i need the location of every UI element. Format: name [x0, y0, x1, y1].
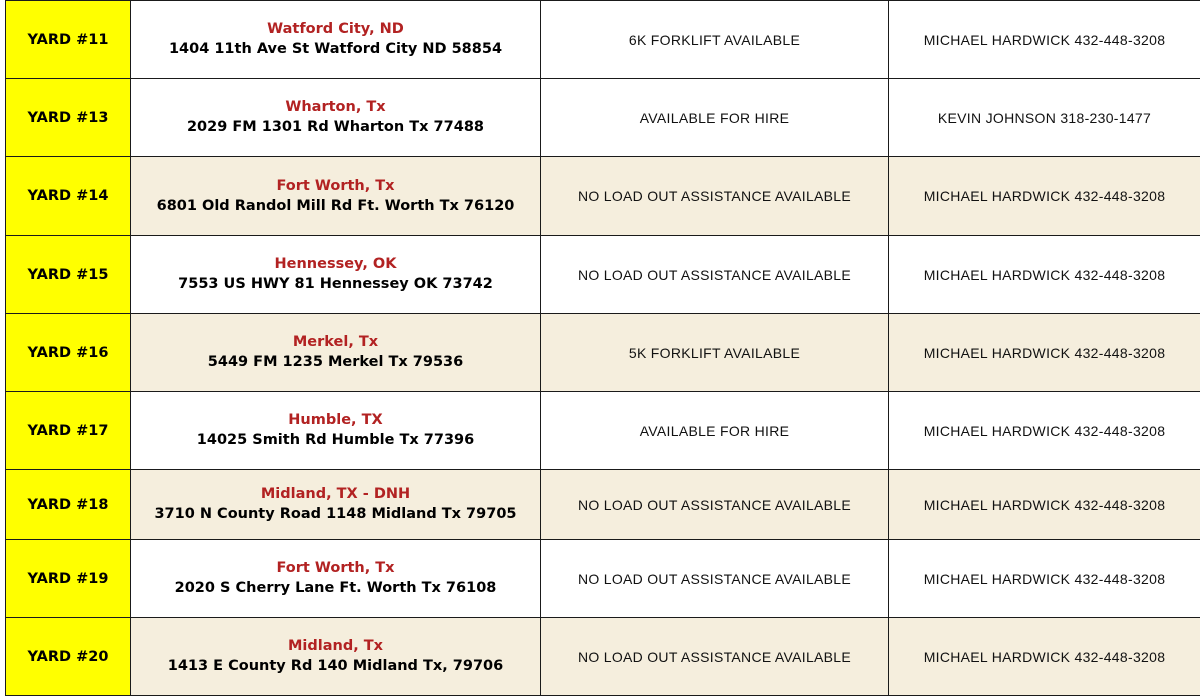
- yard-address: 6801 Old Randol Mill Rd Ft. Worth Tx 76120: [156, 197, 515, 214]
- yard-location: [131, 314, 541, 392]
- yard-location: [131, 157, 541, 236]
- yard-location: [131, 470, 541, 540]
- load-out-assistance: 5K FORKLIFT AVAILABLE: [541, 314, 889, 392]
- yard-number: YARD #17: [6, 392, 131, 470]
- yard-number: YARD #20: [6, 618, 131, 696]
- yard-number: YARD #16: [6, 314, 131, 392]
- yard-address: 1404 11th Ave St Watford City ND 58854: [168, 41, 503, 57]
- yard-location: [131, 236, 541, 314]
- yard-location: [131, 1, 541, 79]
- yard-number: YARD #18: [6, 470, 131, 540]
- yard-contact: MICHAEL HARDWICK 432-448-3208: [889, 236, 1200, 314]
- yard-number: YARD #15: [6, 236, 131, 314]
- table-row: [6, 470, 1200, 540]
- yard-contact: MICHAEL HARDWICK 432-448-3208: [889, 470, 1200, 540]
- yard-number: YARD #14: [6, 157, 131, 236]
- load-out-assistance: AVAILABLE FOR HIRE: [541, 392, 889, 470]
- yard-location: [131, 392, 541, 470]
- yard-city: Fort Worth, Tx: [276, 560, 395, 576]
- table-row: [6, 157, 1200, 236]
- yard-city: Midland, TX - DNH: [260, 486, 411, 502]
- yard-city: Watford City, ND: [267, 21, 404, 37]
- yard-contact: MICHAEL HARDWICK 432-448-3208: [889, 618, 1200, 696]
- load-out-assistance: NO LOAD OUT ASSISTANCE AVAILABLE: [541, 157, 889, 236]
- yard-number: YARD #13: [6, 79, 131, 157]
- table-row: [6, 314, 1200, 392]
- yard-address: 7553 US HWY 81 Hennessey OK 73742: [178, 276, 493, 292]
- table-row: [6, 1, 1200, 79]
- table-row: [6, 540, 1200, 618]
- yard-location: [131, 79, 541, 157]
- yard-city: Humble, TX: [288, 412, 383, 428]
- yard-contact: MICHAEL HARDWICK 432-448-3208: [889, 392, 1200, 470]
- yard-address: 3710 N County Road 1148 Midland Tx 79705: [154, 506, 517, 522]
- yard-city: Fort Worth, Tx: [276, 177, 395, 194]
- yard-city: Midland, Tx: [287, 638, 384, 654]
- load-out-assistance: 6K FORKLIFT AVAILABLE: [541, 1, 889, 79]
- yard-city: Hennessey, OK: [274, 256, 397, 272]
- load-out-assistance: NO LOAD OUT ASSISTANCE AVAILABLE: [541, 236, 889, 314]
- yard-contact: MICHAEL HARDWICK 432-448-3208: [889, 540, 1200, 618]
- yard-city: Merkel, Tx: [292, 334, 379, 350]
- load-out-assistance: NO LOAD OUT ASSISTANCE AVAILABLE: [541, 540, 889, 618]
- yard-locations-table: [5, 0, 1200, 696]
- load-out-assistance: NO LOAD OUT ASSISTANCE AVAILABLE: [541, 618, 889, 696]
- table-row: [6, 236, 1200, 314]
- load-out-assistance: AVAILABLE FOR HIRE: [541, 79, 889, 157]
- yard-address: 2029 FM 1301 Rd Wharton Tx 77488: [186, 119, 485, 135]
- yard-contact: MICHAEL HARDWICK 432-448-3208: [889, 1, 1200, 79]
- table-row: [6, 79, 1200, 157]
- yard-contact: MICHAEL HARDWICK 432-448-3208: [889, 314, 1200, 392]
- yard-number: YARD #11: [6, 1, 131, 79]
- table-row: [6, 392, 1200, 470]
- yard-location: [131, 618, 541, 696]
- yard-location: [131, 540, 541, 618]
- yard-number: YARD #19: [6, 540, 131, 618]
- yard-contact: KEVIN JOHNSON 318-230-1477: [889, 79, 1200, 157]
- yard-city: Wharton, Tx: [285, 99, 386, 115]
- table-row: [6, 618, 1200, 696]
- yard-contact: MICHAEL HARDWICK 432-448-3208: [889, 157, 1200, 236]
- yard-address: 2020 S Cherry Lane Ft. Worth Tx 76108: [174, 580, 497, 596]
- yard-address: 1413 E County Rd 140 Midland Tx, 79706: [167, 658, 504, 674]
- yard-address: 5449 FM 1235 Merkel Tx 79536: [207, 354, 464, 370]
- yard-address: 14025 Smith Rd Humble Tx 77396: [196, 432, 475, 448]
- load-out-assistance: NO LOAD OUT ASSISTANCE AVAILABLE: [541, 470, 889, 540]
